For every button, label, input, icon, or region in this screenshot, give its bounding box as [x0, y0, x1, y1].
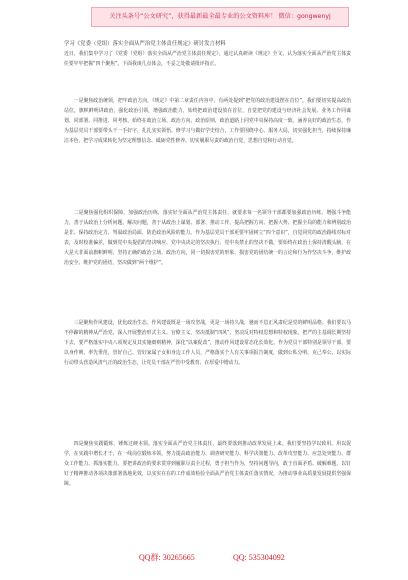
document-title: 学习《党委（党组）落实全面从严治党主体责任规定》研讨发言材料 [64, 41, 226, 47]
paragraph-political-leadership: 一是聚焦政治统领，把牢政治方向。《规定》中第二章责任内容中，有两处提到“把党的政治建设摆在首位”。我们要切实提高政治站位，旗帜鲜明讲政治，强化政治引领，增强政治能力，始终把政治建设放在首位，自觉把党的建设与经济社会发展、业务工作同谋划、同部署、同推进、同考核，始终在政治立场、政治方向、政治原则、政治道路上同党中央保持高度一致。涵养良好的政治生态，作为基层党员干部要带头干一手好字，扎扎实实领悟、修学习与做好学史结合，工作要围绕中心、服务大局，切实强化担当，持续保持廉洁本色，把学习成果转化为坚定理想信念、砥砺党性修养、切实履职尽责的政治自觉，思想自觉和行动自觉。 [64, 98, 351, 144]
paragraph-organizational-guarantee: 二是聚焦强化组织保障，加强政治历练，落实好全面从严治党主体责任，就要求每一名领导干部都要加强政治历练，增强斗争能力，善于从政治上分析问题、解决问题，善于从政治上谋划、部署、推动工作，提高把握方向、把握大势、把握全局的能力和辨别政治是非、保持政治定力、驾驭政治局面、防范政治风险的能力。作为基层党员干部更要牢固树立“四个意识”，自觉同党的政治路线对标对表，及时校准偏差，做到党中央提倡的坚决响应、党中央决定的坚决执行、党中央禁止的坚决不做，要始终在政治上保持清醒头脑，在大是大非面前旗帜鲜明，坚持正确的政治立场、政治方向，同一切损害党的形象、损害党的团结统一的言论和行为作坚决斗争，维护政治安全、维护党的团结，坚决做到“两个维护”。 [64, 210, 351, 266]
qq-group-number: QQ群: 30265665 [139, 553, 195, 562]
promo-banner [91, 7, 349, 27]
qq-contact-number: QQ: 535304092 [233, 553, 285, 562]
document-intro: 近日，我们集中学习了《党委（党组）落实全面从严治党主体责任规定》，通过认真研读《规定》全文，认为落实全面从严治党主体责任要牢牢把握“四个聚焦”。下面我谈几点体会，不妥之处敬请批评指正。 [64, 51, 351, 67]
paragraph-work-style: 三是聚焦作风建设，优化政治生态。作风建设既是一场攻坚战，更是一场持久战，驰而不息正风肃纪是党的鲜明品格。我们要以马不停蹄的精神从严治党，深入开展整治形式主义、官僚主义，坚决抵制“四风”，坚决反对特权思想和特权现象，把严的主基调长期坚持下去，要严格落实中央八项规定及其实施细则精神，深化“以案促改”，推动作风建设常态化长效化。作为党员干部特别是领导干部，要以身作则、率先垂范，管好自己、管好家属子女和身边工作人员，严格落实个人有关事项报告制度，做到公私分明、克己奉公，以实际行动带头营造风清气正的政治生态，让党员干部在严管中受教育、在厚爱中增动力。 [64, 320, 351, 366]
contact-footer [0, 551, 408, 565]
paragraph-practice: 四是聚焦实践锻炼，锤炼过硬本领。落实全面从严治党主体责任，最终要落到推动改革发展上来。我们要坚持学以致用、用以促学，在实践中增长才干，在一线岗位锻炼本领，努力提高政治能力、调查研究能力、科学决策能力、改革攻坚能力、应急处突能力、群众工作能力、抓落实能力。要把讲政治的要求贯穿到履职尽责全过程，勇于担当作为，坚持问题导向，敢于直面矛盾、破解难题，以钉钉子精神推动各项决策部署落地见效，以实实在在的工作成效检验全面从严治党主体责任落实情况，为推动事业高质量发展提供坚强保障。 [64, 441, 351, 487]
promo-banner-text: 关注头条号“公文研究”，获得最新最全最专业的公文资料库！ 微信：gongwenyj [109, 13, 331, 20]
